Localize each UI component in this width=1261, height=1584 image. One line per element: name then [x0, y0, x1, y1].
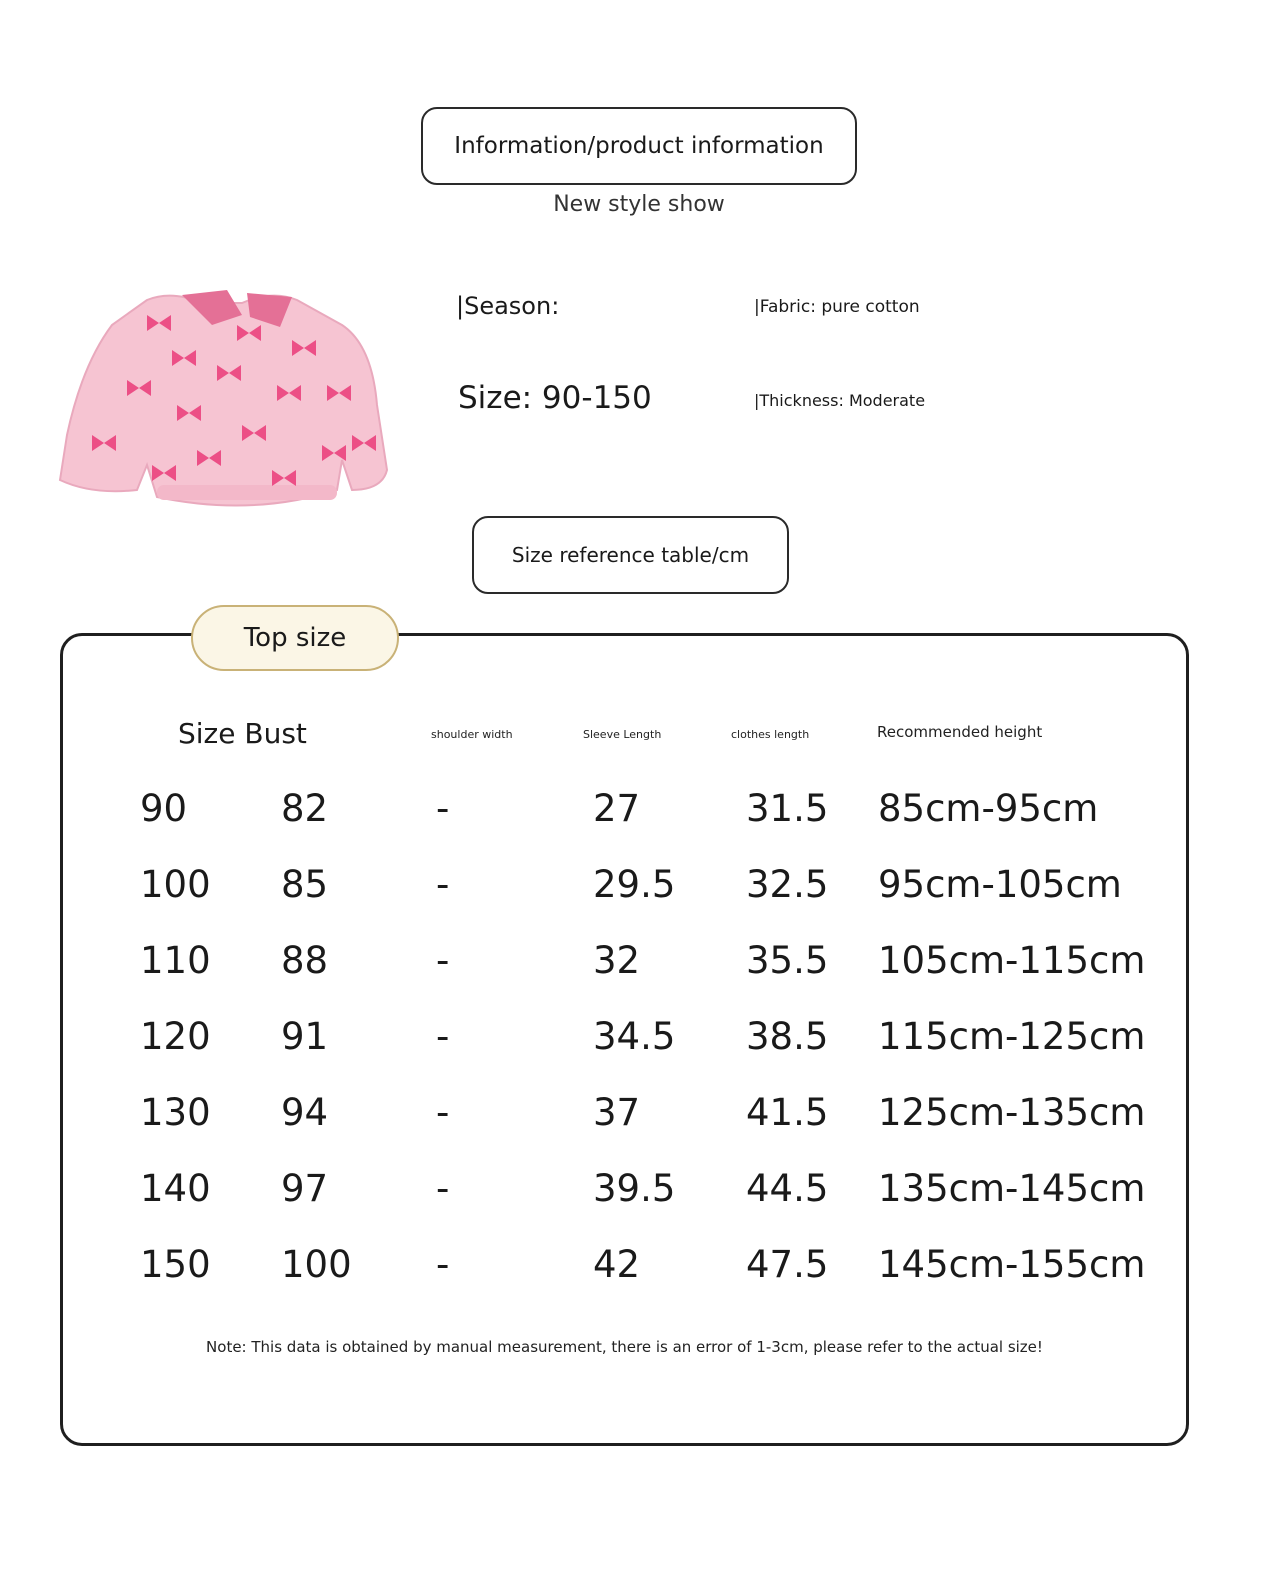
cell-sleeve: 37 [593, 1091, 641, 1134]
subtitle: New style show [553, 192, 725, 217]
cell-sleeve: 27 [593, 787, 641, 830]
cell-sleeve: 34.5 [593, 1015, 676, 1058]
col-header-size-bust: Size Bust [178, 717, 307, 750]
size-reference-box [472, 516, 789, 594]
cell-sleeve: 32 [593, 939, 641, 982]
cell-bust: 85 [281, 863, 329, 906]
cell-bust: 100 [281, 1243, 352, 1286]
cell-height: 85cm-95cm [878, 787, 1099, 830]
spec-season: |Season: [456, 292, 560, 320]
cell-height: 125cm-135cm [878, 1091, 1146, 1134]
cell-shoulder: - [436, 1167, 450, 1210]
cell-bust: 88 [281, 939, 329, 982]
info-title-box [421, 107, 857, 185]
cell-bust: 94 [281, 1091, 329, 1134]
cell-length: 35.5 [746, 939, 829, 982]
cell-height: 135cm-145cm [878, 1167, 1146, 1210]
cell-length: 44.5 [746, 1167, 829, 1210]
cell-length: 31.5 [746, 787, 829, 830]
cell-length: 41.5 [746, 1091, 829, 1134]
cell-sleeve: 29.5 [593, 863, 676, 906]
cell-size: 130 [140, 1091, 211, 1134]
cell-size: 110 [140, 939, 211, 982]
table-row [0, 1167, 1261, 1227]
table-row [0, 1243, 1261, 1303]
cell-size: 100 [140, 863, 211, 906]
cell-sleeve: 42 [593, 1243, 641, 1286]
cell-bust: 97 [281, 1167, 329, 1210]
measurement-note: Note: This data is obtained by manual measurement, there is an error of 1-3cm, please refer to the actual size! [206, 1338, 1043, 1356]
col-header-shoulder-width: shoulder width [431, 728, 513, 741]
cell-height: 145cm-155cm [878, 1243, 1146, 1286]
cell-shoulder: - [436, 863, 450, 906]
cell-size: 140 [140, 1167, 211, 1210]
col-header-recommended-height: Recommended height [877, 723, 1043, 741]
cell-size: 150 [140, 1243, 211, 1286]
cell-length: 38.5 [746, 1015, 829, 1058]
spec-fabric: |Fabric: pure cotton [754, 297, 920, 317]
cell-size: 90 [140, 787, 188, 830]
top-size-tag [191, 605, 399, 671]
cell-shoulder: - [436, 1015, 450, 1058]
spec-size: Size: 90-150 [458, 380, 652, 416]
spec-thickness: |Thickness: Moderate [754, 391, 926, 410]
col-header-sleeve-length: Sleeve Length [583, 728, 662, 741]
cell-size: 120 [140, 1015, 211, 1058]
table-row [0, 787, 1261, 847]
top-size-label: Top size [243, 623, 347, 653]
sweater-image [52, 285, 392, 520]
cell-shoulder: - [436, 1243, 450, 1286]
cell-height: 95cm-105cm [878, 863, 1122, 906]
col-header-clothes-length: clothes length [731, 728, 810, 741]
cell-bust: 91 [281, 1015, 329, 1058]
cell-shoulder: - [436, 1091, 450, 1134]
cell-length: 47.5 [746, 1243, 829, 1286]
sweater-body [60, 296, 387, 506]
info-title: Information/product information [454, 133, 824, 159]
cell-shoulder: - [436, 787, 450, 830]
cell-bust: 82 [281, 787, 329, 830]
table-row [0, 1091, 1261, 1151]
cell-length: 32.5 [746, 863, 829, 906]
cell-sleeve: 39.5 [593, 1167, 676, 1210]
table-row [0, 863, 1261, 923]
cell-height: 105cm-115cm [878, 939, 1146, 982]
table-row [0, 1015, 1261, 1075]
sweater-hem [157, 485, 337, 500]
table-row [0, 939, 1261, 999]
cell-height: 115cm-125cm [878, 1015, 1146, 1058]
size-reference-label: Size reference table/cm [511, 543, 750, 567]
cell-shoulder: - [436, 939, 450, 982]
